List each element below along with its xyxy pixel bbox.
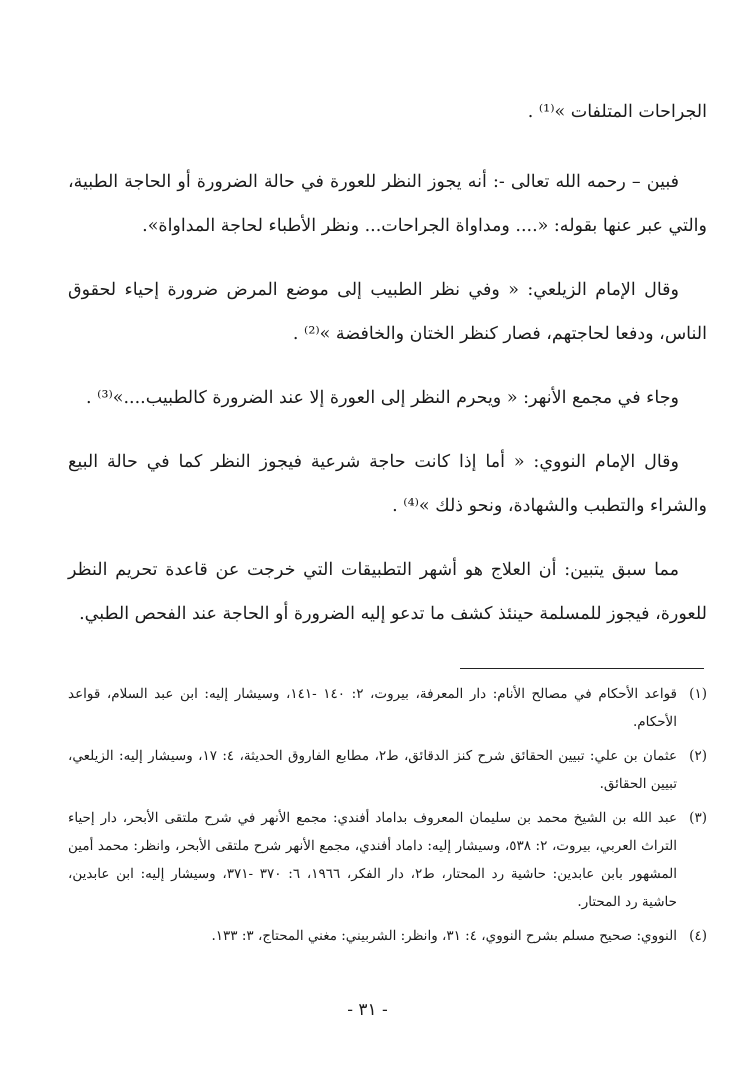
footnote-4 bbox=[68, 922, 707, 950]
body-text bbox=[68, 90, 707, 656]
page-number: - ٣١ - bbox=[347, 1000, 388, 1020]
footnote-text: عبد الله بن الشيخ محمد بن سليمان المعروف بداماد أفندي: مجمع الأنهر في شرح ملتقى الأبحر، دار إحياء التراث العربي، بيروت، ٢: ٥٣٨، وسيشار إليه: داماد أفندي، مجمع الأنهر شرح ملتقى الأبحر، وانظر: محمد أمين المشهور بابن عابدين: حاشية رد المحتار، ط٢، دار الفكر، ١٩٦٦، ٦: ٣٧٠ -٣٧١، وسيشار إليه: ابن عابدين، حاشية رد المحتار. bbox=[68, 810, 678, 910]
footnotes bbox=[68, 680, 707, 956]
paragraph-3: وقال الإمام الزيلعي: « وفي نظر الطبيب إلى موضع المرض ضرورة إحياء لحقوق الناس، ودفعا لحاجتهم، فصار كنظر الختان والخافضة »⁽²⁾ . bbox=[68, 280, 707, 344]
paragraph-4: وجاء في مجمع الأنهر: « ويحرم النظر إلى العورة إلا عند الضرورة كالطبيب....»⁽³⁾ . bbox=[86, 388, 679, 408]
paragraph-1: الجراحات المتلفات »⁽¹⁾ . bbox=[527, 102, 707, 122]
footnote-text: عثمان بن علي: تبيين الحقائق شرح كنز الدقائق، ط٢، مطابع الفاروق الحديثة، ٤: ١٧، وسيشار إليه: الزيلعي، تبيين الحقائق. bbox=[68, 748, 677, 792]
footnote-separator bbox=[460, 668, 704, 669]
footnote-3 bbox=[68, 804, 707, 916]
footnote-1 bbox=[68, 680, 707, 736]
footnote-number: (١) bbox=[689, 686, 707, 702]
paragraph-5: وقال الإمام النووي: « أما إذا كانت حاجة شرعية فيجوز النظر كما في حالة البيع والشراء والتطبب والشهادة، ونحو ذلك »⁽⁴⁾ . bbox=[68, 452, 707, 516]
footnote-text: قواعد الأحكام في مصالح الأنام: دار المعرفة، بيروت، ٢: ١٤٠ -١٤١، وسيشار إليه: ابن عبد السلام، قواعد الأحكام. bbox=[68, 686, 678, 730]
footnote-number: (٤) bbox=[689, 928, 707, 944]
footnote-text: النووي: صحيح مسلم بشرح النووي، ٤: ٣١، وانظر: الشربيني: مغني المحتاج، ٣: ١٣٣. bbox=[211, 928, 677, 944]
paragraph-2: فبين – رحمه الله تعالى -: أنه يجوز النظر للعورة في حالة الضرورة أو الحاجة الطبية، والتي عبر عنها بقوله: «.... ومداواة الجراحات... ونظر الأطباء لحاجة المداواة». bbox=[68, 172, 707, 236]
footnote-2 bbox=[68, 742, 707, 798]
paragraph-6: مما سبق يتبين: أن العلاج هو أشهر التطبيقات التي خرجت عن قاعدة تحريم النظر للعورة، فيجوز للمسلمة حينئذ كشف ما تدعو إليه الضرورة أو الحاجة عند الفحص الطبي. bbox=[68, 560, 707, 624]
footnote-number: (٣) bbox=[689, 810, 707, 826]
footnote-number: (٢) bbox=[689, 748, 707, 764]
